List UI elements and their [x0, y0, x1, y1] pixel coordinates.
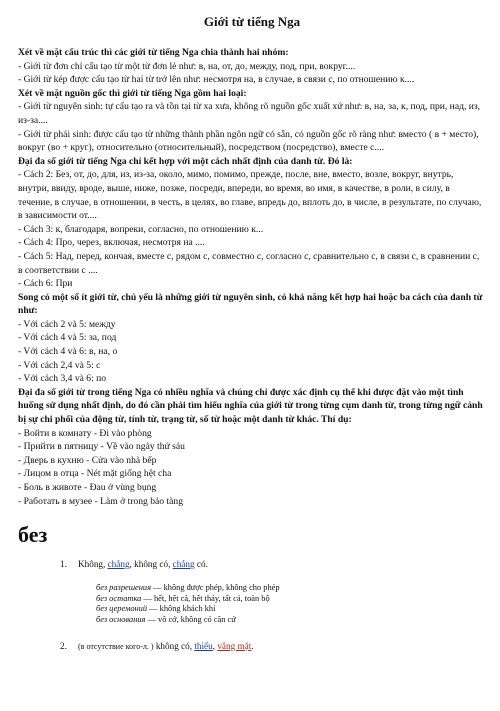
case-item: - Cách 3: к, благодаря, вопреки, согласно, по отношению к... [18, 223, 264, 235]
example-line [96, 583, 486, 594]
example-list [96, 583, 486, 625]
combo-item: - Với cách 2 và 5: между [18, 318, 116, 330]
def-text: , không có, [129, 559, 171, 570]
combo-heading: Song có một số ít giới từ, chủ yếu là những giới từ nguyên sinh, có khả năng kết hợp hai hoặc ba cách của danh từ như: [18, 291, 483, 317]
link-chang[interactable]: chẳng [172, 559, 195, 570]
example-ru: без разрешения [96, 583, 152, 593]
structure-item: - Giới từ kép được cấu tạo từ hai từ trở lên như: несмотря на, в случае, в связи с, по отношению к.... [18, 74, 415, 86]
example-item: - Лицом в отца - Nét mặt giống hệt cha [18, 468, 172, 480]
example-vi: — vô cớ, không có căn cứ [145, 614, 236, 624]
meaning-heading: Đại đa số giới từ trong tiếng Nga có nhiều nghĩa và chúng chỉ được xác định cụ thể khi được đặt vào một tình huống sử dụng nhất định, do đó cần phải tìm hiểu nghĩa của giới từ trong từng cụm danh từ, trong từng ngữ cảnh bị sự chi phối của động từ, tính từ, trạng từ, số từ hoặc một danh từ khác. Thí dụ: [18, 386, 483, 426]
def-text: có. [196, 559, 208, 570]
example-item: - Войти в комнату - Đi vào phòng [18, 427, 152, 439]
combo-section [18, 291, 486, 386]
structure-section [18, 46, 486, 87]
def-text: không có, [153, 640, 195, 651]
meaning-section [18, 386, 486, 508]
case-item: - Cách 5: Над, перед, кончая, вместе с, рядом с, совместно с, согласно с, сравнительно с, в связи с, в сравнении с, в соответствии с .... [18, 250, 480, 276]
example-line [96, 604, 486, 615]
def-note: (в отсутствие кого-л. ) [78, 641, 154, 651]
entry-word: без [18, 522, 48, 548]
combo-item: - Với cách 2,4 và 5: с [18, 359, 101, 371]
example-ru: без основания [96, 614, 146, 624]
entry-definitions [18, 558, 486, 652]
example-vi: — hết, hết cả, hết thảy, tất cả, toàn bộ [141, 593, 270, 603]
example-ru: без остатка [96, 593, 142, 603]
origin-item: - Giới từ phái sinh: được cấu tạo từ những thành phần ngôn ngữ có sẵn, có nguồn gốc rõ ràng như: вместо ( в + место), вокруг (во + круг), относительно (относительный), посредством (посредство), вместе с.... [18, 128, 479, 154]
link-vang-mat[interactable]: vắng mặt [217, 640, 252, 651]
example-item: - Боль в животе - Đau ở vùng bụng [18, 482, 157, 493]
example-line [96, 615, 486, 626]
page-title: Giới từ tiếng Nga [203, 14, 301, 29]
example-line [96, 594, 486, 605]
case-item: - Cách 6: При [18, 278, 73, 290]
definition-number: 1. [60, 559, 67, 570]
combo-item: - Với cách 4 và 6: в, на, о [18, 346, 118, 358]
combo-item: - Với cách 3,4 và 6: по [18, 373, 107, 385]
example-item: - Работать в музее - Làm ở trong bảo tàng [18, 495, 183, 507]
origin-item: - Giới từ nguyên sinh: tự cấu tạo ra và tồn tại từ xa xưa, không rõ nguồn gốc xuất xứ như: в, на, за, к, под, при, над, из, из-за.... [18, 101, 481, 126]
origin-section [18, 87, 486, 155]
case-item: - Cách 2: Без, от, до, для, из, из-за, около, мимо, помимо, прежде, после, вне, вместо, возле, вокруг, внутрь, внутри, ввиду, вроде, выше, ниже, позже, посреди, впереди, во время, во имя, в качестве, в роли, в силу, в течение, в случае, в отношении, в честь, в целях, во главе, впредь до, вплоть до, в числе, в результате, по случаю, в зависимости от.... [18, 169, 482, 222]
link-chang[interactable]: chẳng [107, 559, 130, 570]
case-item: - Cách 4: Про, через, включая, несмотря на .... [18, 237, 205, 249]
example-vi: — không được phép, không cho phép [151, 583, 280, 593]
combo-item: - Với cách 4 và 5: за, под [18, 332, 117, 344]
link-thieu[interactable]: thiếu [194, 640, 213, 651]
structure-item: - Giới từ đơn chỉ cấu tạo từ một từ đơn lẻ như: в, на, от, до, между, под, при, вокруг.... [18, 60, 356, 72]
definition-1 [60, 558, 486, 571]
example-item: - Прийти в пятницу - Về vào ngày thứ sáu [18, 441, 185, 453]
example-item: - Дверь в кухню - Cửa vào nhà bếp [18, 454, 157, 466]
def-text: , [212, 640, 218, 651]
definition-number: 2. [60, 640, 67, 651]
def-text: Không, [78, 559, 106, 570]
origin-heading: Xét về mặt nguồn gốc thì giới từ tiếng Nga gồm hai loại: [18, 87, 247, 99]
definition-2 [60, 640, 486, 653]
cases-heading: Đại đa số giới từ tiếng Nga chỉ kết hợp với một cách nhất định của danh từ. Đó là: [18, 155, 353, 167]
structure-heading: Xét về mặt cấu trúc thì các giới từ tiếng Nga chia thành hai nhóm: [18, 47, 289, 58]
def-text: . [251, 640, 254, 651]
example-vi: — không khách khí [147, 604, 216, 614]
example-ru: без церемоний [96, 604, 148, 614]
cases-section [18, 155, 486, 291]
